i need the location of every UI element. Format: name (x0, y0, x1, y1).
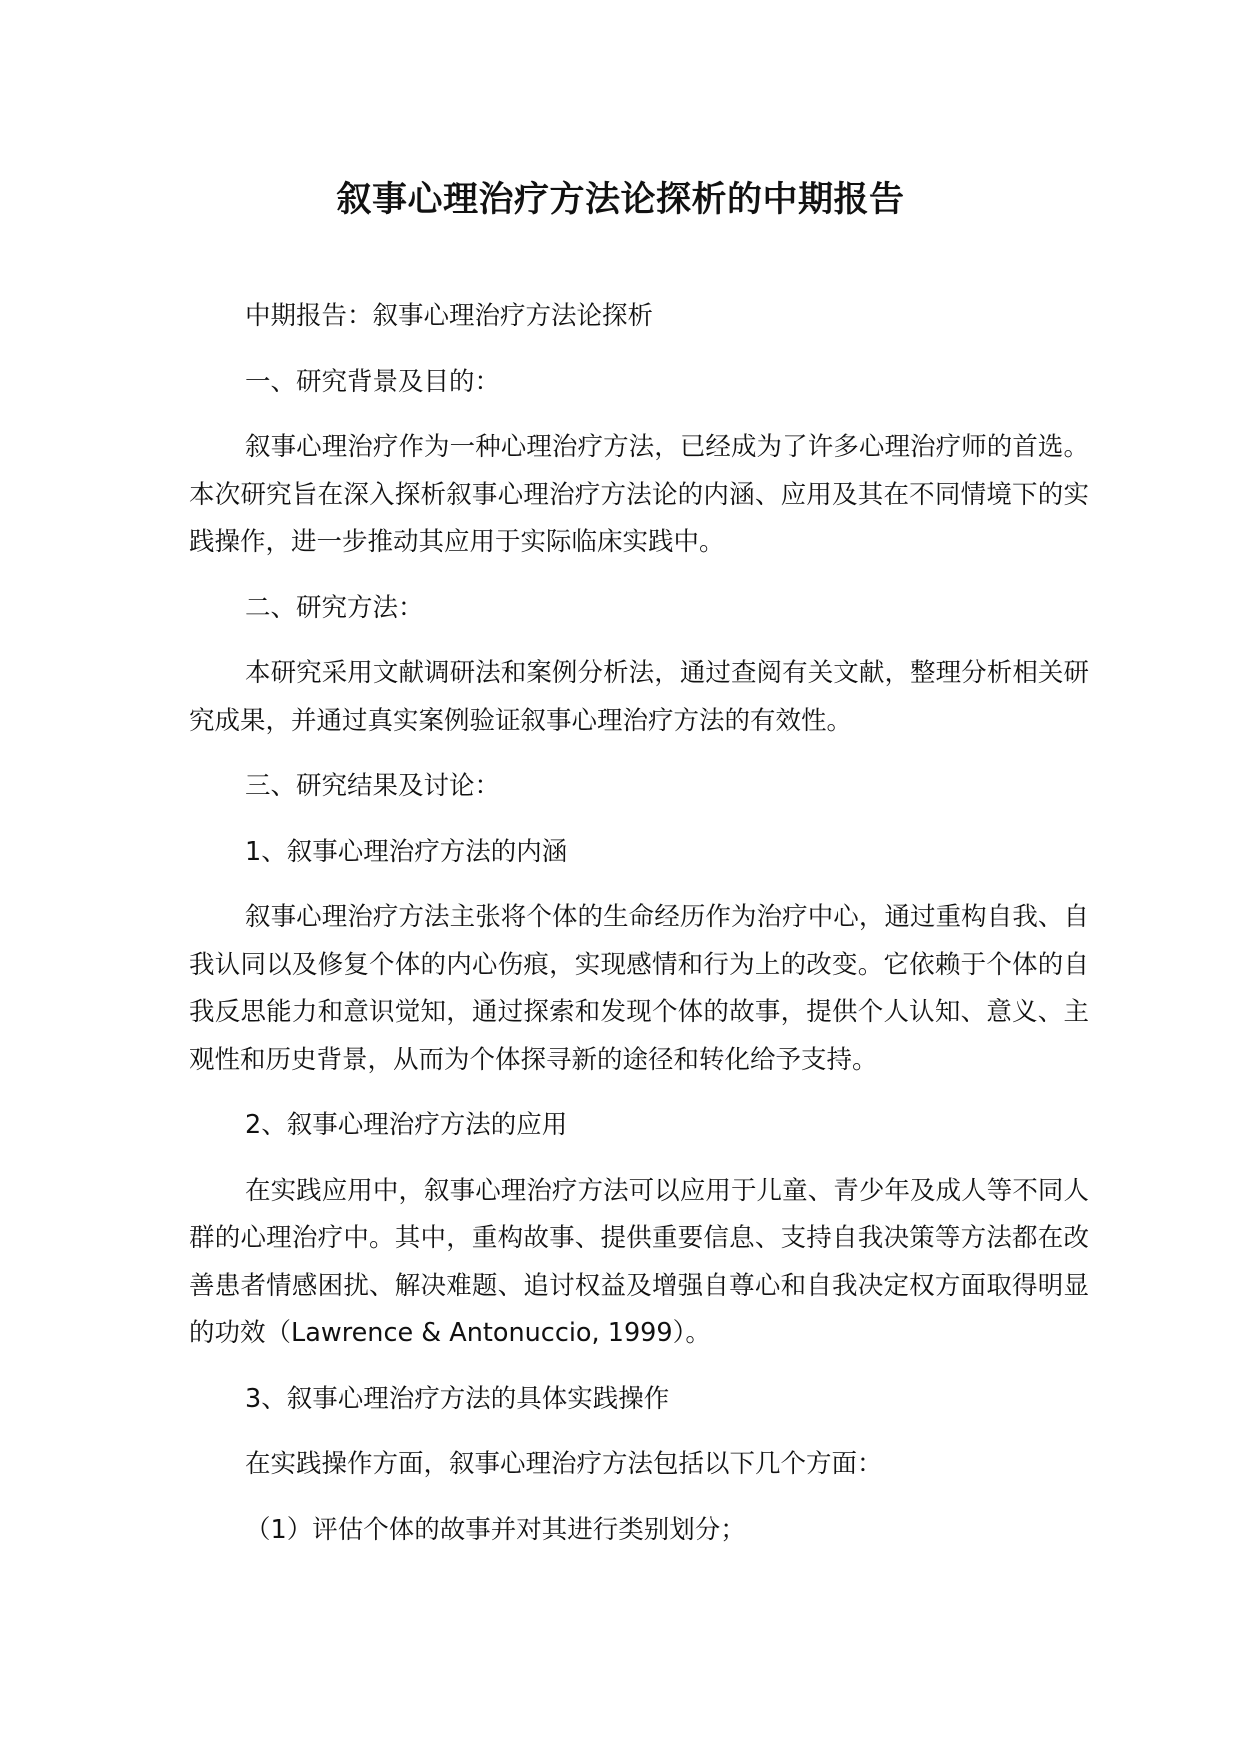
paragraph-background: 叙事心理治疗作为一种心理治疗方法，已经成为了许多心理治疗师的首选。本次研究旨在深入探析叙事心理治疗方法论的内涵、应用及其在不同情境下的实践操作，进一步推动其应用于实际临床实践中。 (189, 432, 1089, 557)
paragraph-method: 本研究采用文献调研法和案例分析法，通过查阅有关文献，整理分析相关研究成果，并通过真实案例验证叙事心理治疗方法的有效性。 (189, 658, 1089, 736)
section-heading-background: 一、研究背景及目的： (245, 366, 501, 397)
section-heading-method: 二、研究方法： (245, 592, 424, 623)
document-title: 叙事心理治疗方法论探析的中期报告 (336, 180, 905, 220)
paragraph-connotation: 叙事心理治疗方法主张将个体的生命经历作为治疗中心，通过重构自我、自我认同以及修复个体的内心伤痕，实现感情和行为上的改变。它依赖于个体的自我反思能力和意识觉知，通过探索和发现个体的故事，提供个人认知、意义、主观性和历史背景，从而为个体探寻新的途径和转化给予支持。 (189, 902, 1089, 1075)
paragraph-practice-intro: 在实践操作方面，叙事心理治疗方法包括以下几个方面： (245, 1449, 883, 1479)
list-item-1: （1）评估个体的故事并对其进行类别划分； (245, 1514, 746, 1545)
section-heading-results: 三、研究结果及讨论： (245, 771, 501, 801)
report-subtitle: 中期报告：叙事心理治疗方法论探析 (245, 301, 654, 331)
subheading-connotation: 1、叙事心理治疗方法的内涵 (245, 836, 568, 867)
paragraph-application: 在实践应用中，叙事心理治疗方法可以应用于儿童、青少年及成人等不同人群的心理治疗中。其中，重构故事、提供重要信息、支持自我决策等方法都在改善患者情感困扰、解决难题、追讨权益及增强自尊心和自我决定权方面取得明显的功效（Lawrence & Antonuccio, 1999）。 (189, 1175, 1089, 1348)
document-body (189, 293, 1089, 1554)
subheading-practice: 3、叙事心理治疗方法的具体实践操作 (245, 1383, 670, 1414)
subheading-application: 2、叙事心理治疗方法的应用 (245, 1110, 568, 1140)
